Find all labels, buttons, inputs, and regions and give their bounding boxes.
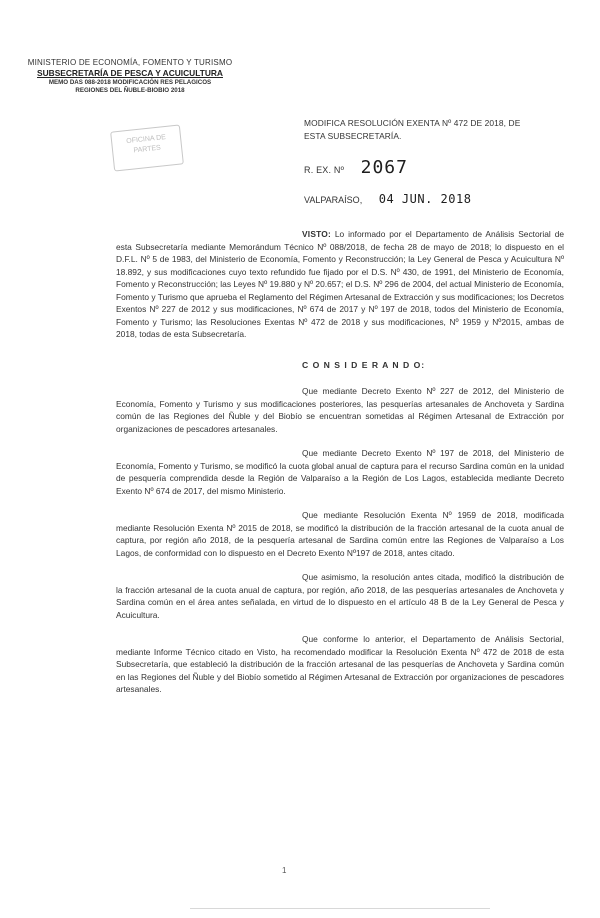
reference-title-line-1: MODIFICA RESOLUCIÓN EXENTA Nº 472 DE 2018, DE — [304, 118, 521, 128]
office-stamp — [110, 124, 184, 171]
stamp-line-1: OFICINA DE — [126, 133, 167, 146]
visto-paragraph — [116, 228, 564, 341]
stamp-line-2: PARTES — [133, 144, 162, 155]
visto-label: VISTO: — [302, 229, 331, 239]
letterhead-ministry: MINISTERIO DE ECONOMÍA, FOMENTO Y TURISMO — [27, 58, 233, 67]
letterhead-memo-line-1: MEMO DAS 088-2018 MODIFICACIÓN RES PELAGICOS — [48, 79, 212, 86]
considerando-paragraph-2: Que mediante Decreto Exento Nº 197 de 2018, del Ministerio de Economía, Fomento y Turismo, se modificó la cuota global anual de captura para el recurso Sardina común en la unidad de pesquería comprendida desde la Región de Valparaíso a la Región de Los Lagos, establecida mediante Decreto Exento Nº 674 de 2017, del mismo Ministerio. — [116, 448, 564, 496]
reference-block — [304, 117, 564, 206]
letterhead-memo-line-2: REGIONES DEL ÑUBLE-BIOBIO 2018 — [75, 87, 185, 94]
considerando-paragraph-1: Que mediante Decreto Exento Nº 227 de 2012, del Ministerio de Economía, Fomento y Turismo y sus modificaciones posteriores, las pesquerías artesanales de Anchoveta y Sardina común de las Regiones del Ñuble y del Biobío se encuentran sometidas al Régimen Artesanal de Extracción por organizaciones de pescadores artesanales. — [116, 386, 564, 434]
page-mark: 1 — [282, 866, 287, 875]
visto-text: Lo informado por el Departamento de Análisis Sectorial de esta Subsecretaría mediante Memorándum Técnico Nº 088/2018, de fecha 28 de mayo de 2018; lo dispuesto en el D.F.L. Nº 5 de 1983, del Ministerio de Economía, Fomento y Reconstrucción; la Ley General de Pesca y Acuicultura Nº 18.892, y sus modificaciones cuyo texto refundido fue fijado por el D.S. Nº 430, de 1991, del Ministerio de Economía, Fomento y Reconstrucción; las Leyes Nº 19.880 y Nº 20.657; el D.S. Nº 296 de 2004, del actual Ministerio de Economía, Fomento y Turismo que aprueba el Reglamento del Régimen Artesanal de Extracción y sus modificaciones; los Decretos Exentos Nº 227 de 2012 y sus modificaciones, Nº 674 de 2017 y Nº 197 de 2018, todos del Ministerio de Economía, Fomento y Turismo; las Resoluciones Exentas Nº 472 de 2018 y sus modificaciones, Nº 1959 y Nº2015, ambas de 2018, todas de esta Subsecretaría. — [116, 229, 565, 339]
letterhead — [20, 58, 240, 95]
document-body — [116, 228, 564, 696]
considerando-paragraph-3: Que mediante Resolución Exenta Nº 1959 de 2018, modificada mediante Resolución Exenta Nº 2015 de 2018, se modificó la distribución de la fracción artesanal de la cuota anual de captura, por región año 2018, de la pesquería artesanal de Sardina común entre las Regiones de Valparaíso a Los Lagos, de conformidad con lo dispuesto en el Decreto Exento Nº197 de 2018, antes citado. — [116, 510, 564, 558]
date-line — [304, 192, 564, 206]
considerando-paragraph-4: Que asimismo, la resolución antes citada, modificó la distribución de la fracción artesanal de la cuota anual de captura, por región, año 2018, de las pesquerías artesanales de Anchoveta y Sardina común en el área antes señalada, en virtud de lo dispuesto en el artículo 48 B de la Ley General de Pesca y Acuicultura. — [116, 572, 564, 620]
considerando-heading: C O N S I D E R A N D O: — [302, 359, 426, 370]
resolution-date: 04 JUN. 2018 — [378, 192, 472, 206]
reference-title-line-2: ESTA SUBSECRETARÍA. — [304, 131, 402, 141]
resolution-label: R. EX. Nº — [304, 165, 345, 175]
resolution-number-line — [304, 157, 564, 178]
letterhead-subsecretaria: SUBSECRETARÍA DE PESCA Y ACUICULTURA — [37, 68, 223, 78]
resolution-number: 2067 — [360, 157, 408, 178]
reference-title — [304, 117, 564, 143]
bottom-rule — [190, 908, 490, 909]
considerando-paragraph-5: Que conforme lo anterior, el Departamento de Análisis Sectorial, mediante Informe Técnico citado en Visto, ha recomendado modificar la Resolución Exenta Nº 472 de 2018 de esta Subsecretaría, que estableció la distribución de la fracción artesanal de las pesquerías de Anchoveta y Sardina común en las Regiones del Ñuble y del Biobío sometido al Régimen Artesanal de Extracción por organizaciones de pescadores artesanales. — [116, 634, 564, 694]
place-label: VALPARAÍSO, — [304, 195, 363, 205]
